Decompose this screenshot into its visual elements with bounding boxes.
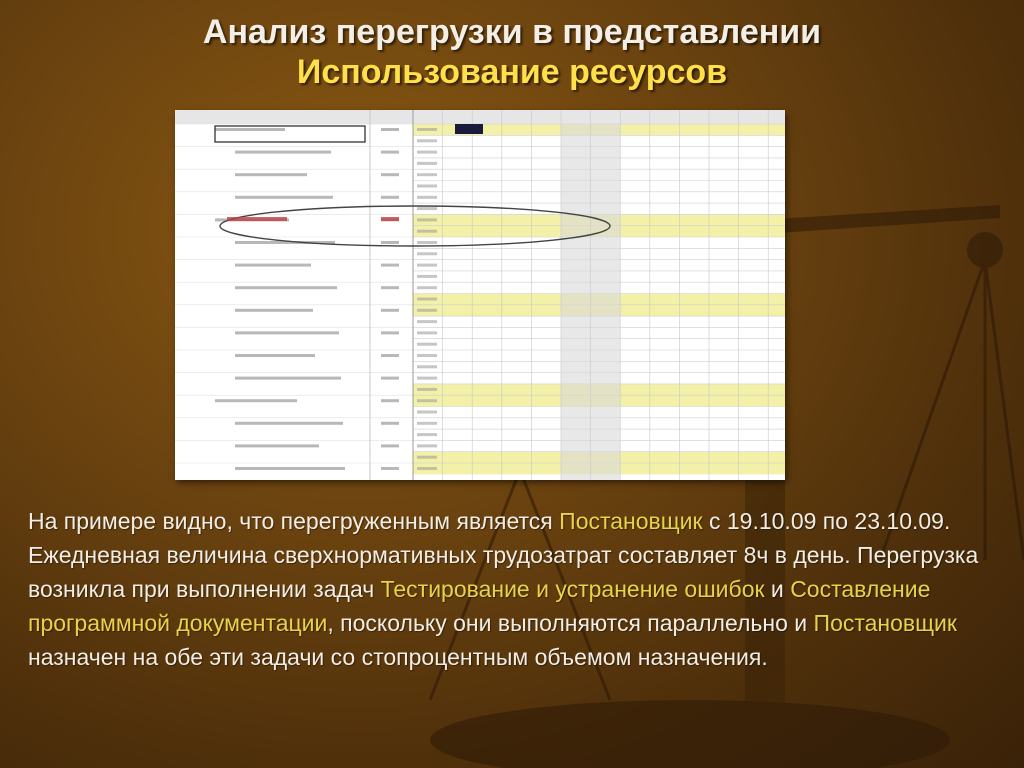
body-text-3: и — [764, 576, 791, 602]
highlight-postanovshchik-2: Постановщик — [813, 610, 957, 636]
highlight-testing-task: Тестирование и устранение ошибок — [380, 576, 765, 602]
body-text-2: с 19.10.09 по 23.10.09. Ежедневная величина сверхнормативных трудозатрат составляет 8ч в день. Перегрузка возникла при выполнении задач — [28, 508, 979, 602]
title-line-2: Использование ресурсов — [296, 53, 728, 91]
highlight-postanovshchik-1: Постановщик — [559, 508, 703, 534]
title-line-1: Анализ перегрузки в представлении — [202, 13, 822, 51]
body-text-5: назначен на обе эти задачи со стопроцентным объемом назначения. — [28, 644, 768, 670]
body-paragraph — [28, 504, 988, 674]
resource-usage-screenshot — [175, 110, 785, 480]
slide-title — [0, 12, 1024, 92]
body-text-1: На примере видно, что перегруженным является — [28, 508, 560, 534]
highlight-documentation-task: Составление программной документации — [28, 576, 931, 636]
body-text-4: , поскольку они выполняются параллельно и — [327, 610, 814, 636]
resource-usage-table-image — [175, 110, 785, 480]
